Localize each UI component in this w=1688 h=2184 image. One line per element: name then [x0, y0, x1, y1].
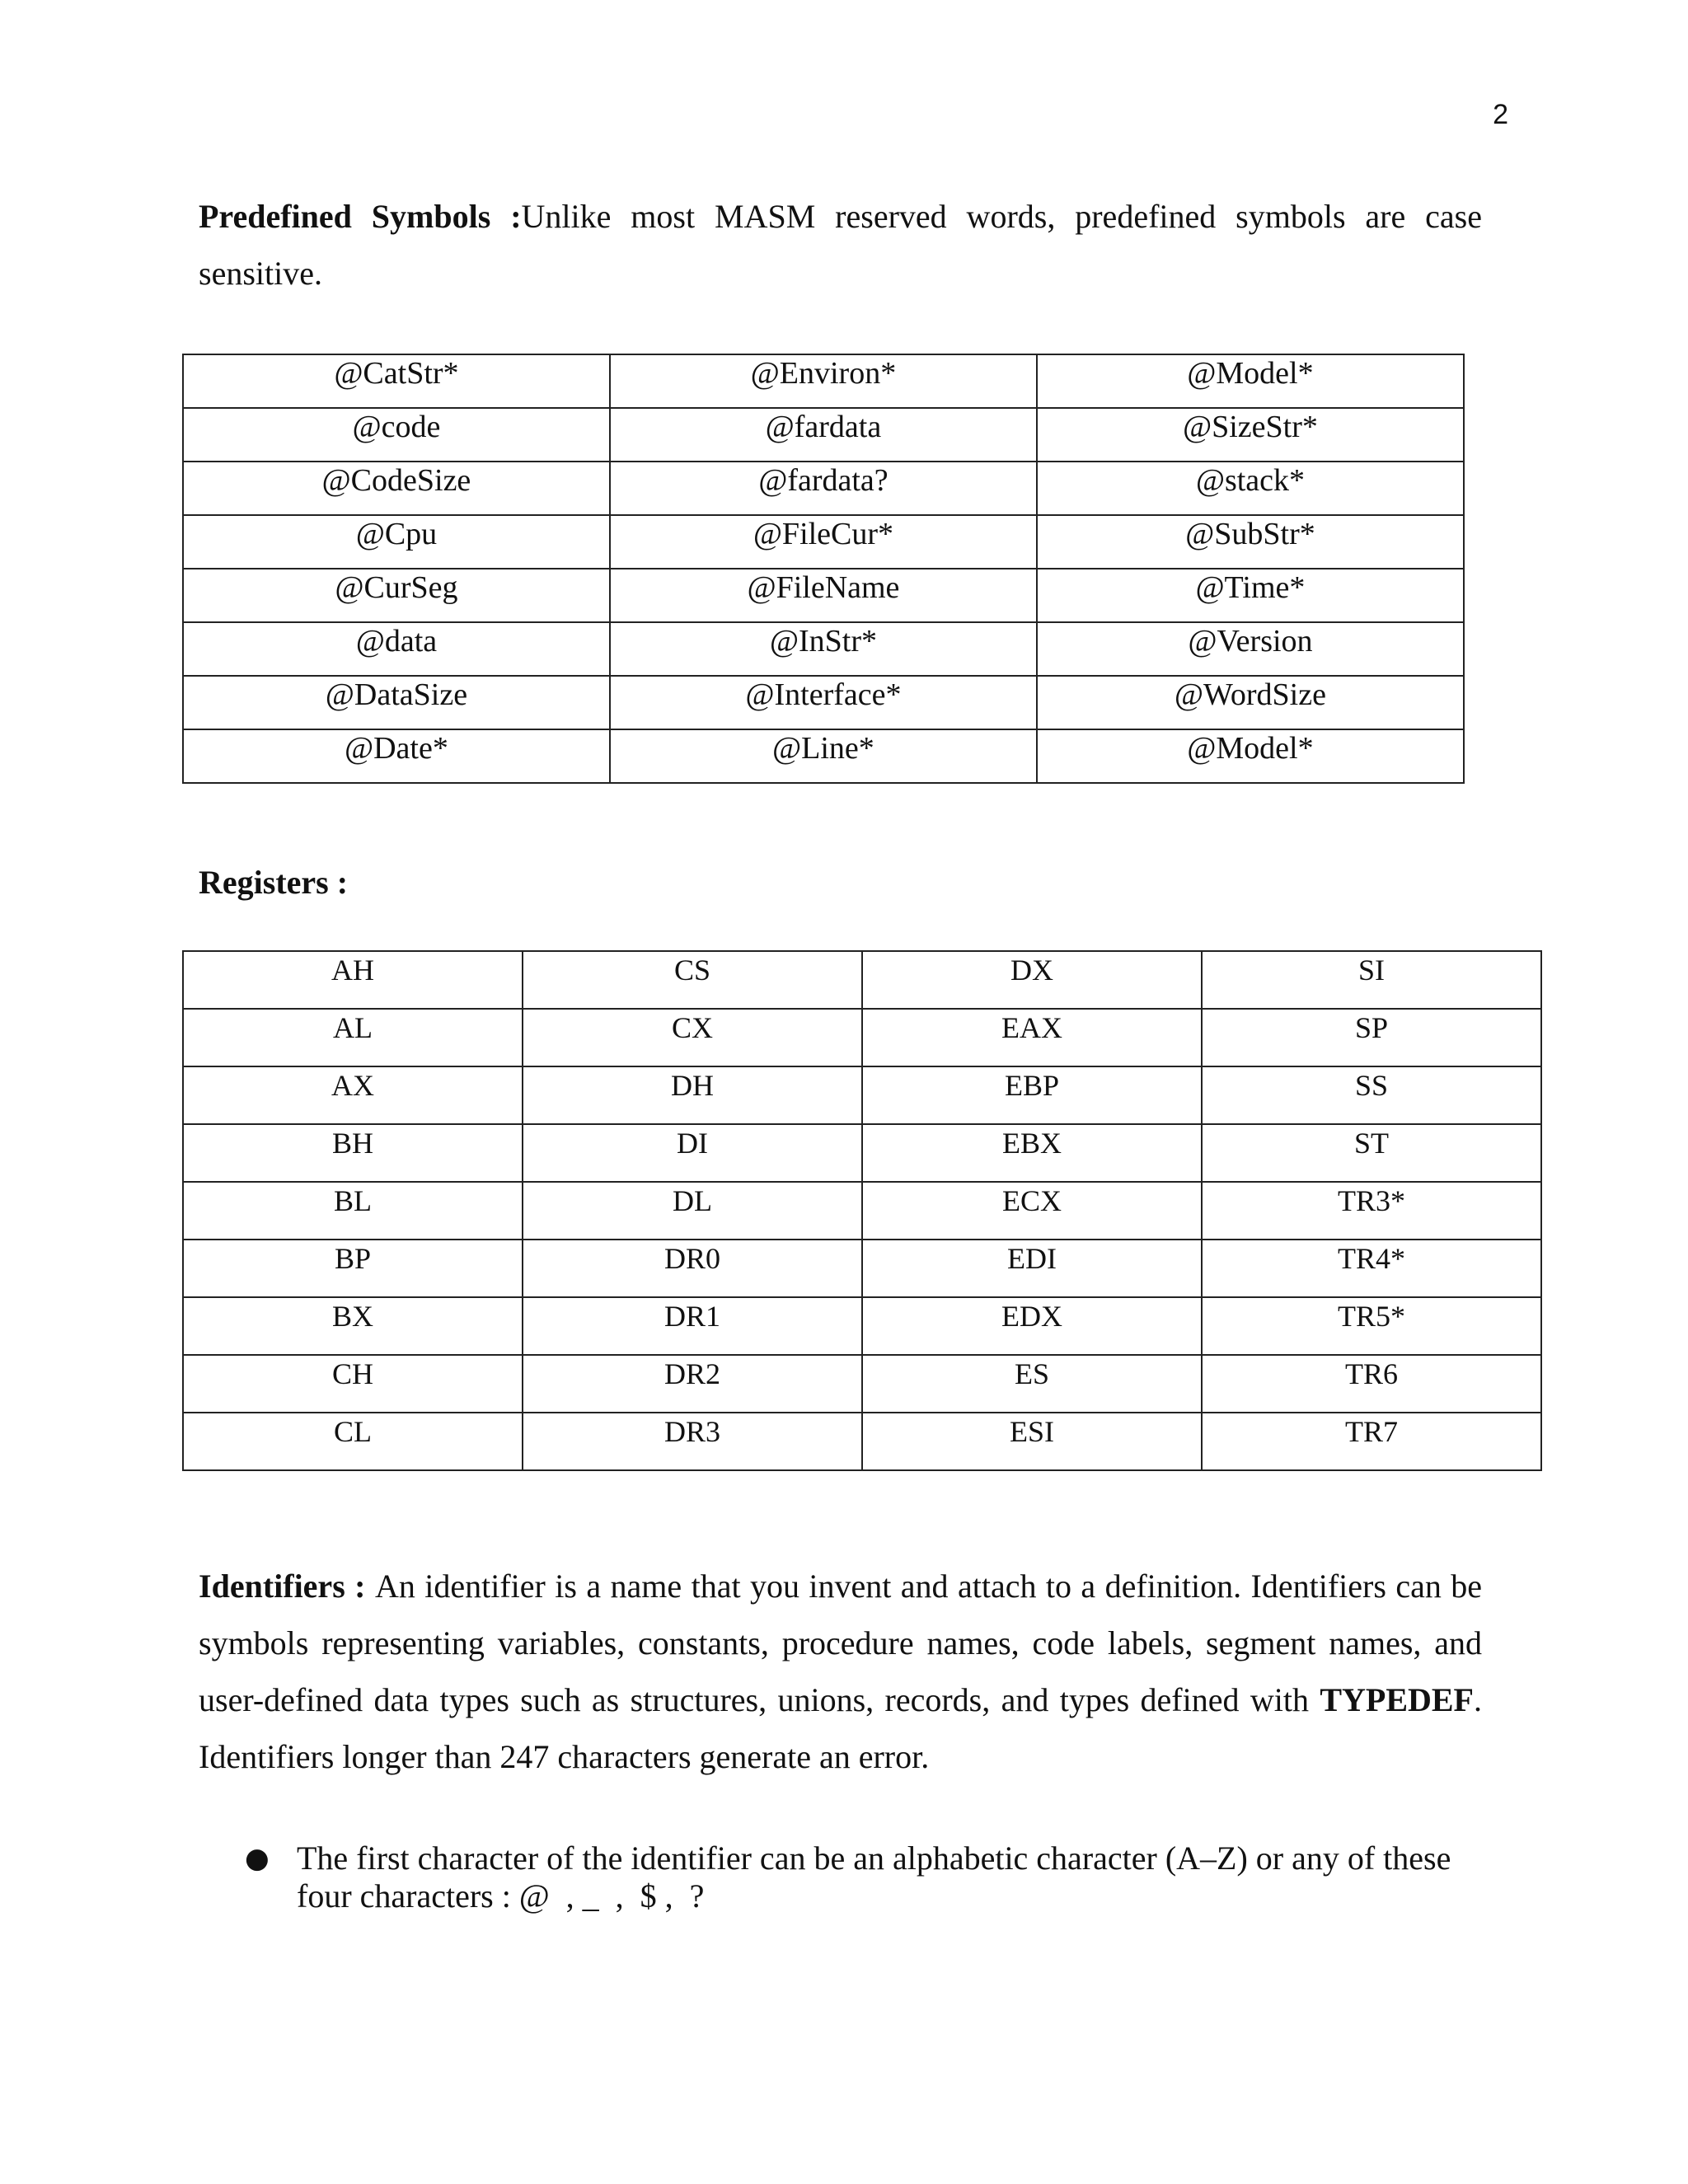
symbol-cell: @stack* — [1037, 462, 1464, 515]
table-row — [183, 515, 1464, 569]
register-cell: CH — [183, 1355, 523, 1413]
register-cell: DX — [862, 951, 1202, 1009]
symbol-cell: @Model* — [1037, 729, 1464, 783]
table-row — [183, 462, 1464, 515]
table-row — [183, 1124, 1541, 1182]
bullet-line-1: The first character of the identifier can be an alphabetic character (A–Z) or any of these — [297, 1840, 1451, 1877]
symbol-cell: @SubStr* — [1037, 515, 1464, 569]
register-cell: DR2 — [523, 1355, 862, 1413]
symbol-cell: @code — [183, 408, 610, 462]
register-cell: TR5* — [1202, 1297, 1541, 1355]
symbol-cell: @CodeSize — [183, 462, 610, 515]
identifier-rules-list — [199, 1840, 1482, 1915]
identifiers-paragraph — [199, 1558, 1482, 1785]
symbol-cell: @Time* — [1037, 569, 1464, 622]
table-row — [183, 622, 1464, 676]
symbol-cell: @Model* — [1037, 354, 1464, 408]
table-row — [183, 676, 1464, 729]
symbol-cell: @data — [183, 622, 610, 676]
register-cell: DH — [523, 1066, 862, 1124]
predefined-symbols-text: Unlike most MASM reserved words, predefined symbols are case sensitive. — [199, 198, 1482, 292]
register-cell: BL — [183, 1182, 523, 1240]
register-cell: EBX — [862, 1124, 1202, 1182]
register-cell: EDI — [862, 1240, 1202, 1297]
symbol-cell: @CurSeg — [183, 569, 610, 622]
table-row — [183, 951, 1541, 1009]
predefined-symbols-table — [182, 354, 1465, 784]
register-cell: AL — [183, 1009, 523, 1066]
register-cell: SI — [1202, 951, 1541, 1009]
symbol-cell: @Interface* — [610, 676, 1037, 729]
symbol-cell: @fardata? — [610, 462, 1037, 515]
symbol-cell: @Cpu — [183, 515, 610, 569]
register-cell: ESI — [862, 1413, 1202, 1470]
symbol-cell: @InStr* — [610, 622, 1037, 676]
register-cell: DL — [523, 1182, 862, 1240]
register-cell: ES — [862, 1355, 1202, 1413]
register-cell: SP — [1202, 1009, 1541, 1066]
register-cell: CL — [183, 1413, 523, 1470]
register-cell: BH — [183, 1124, 523, 1182]
table-row — [183, 1182, 1541, 1240]
table-row — [183, 1413, 1541, 1470]
symbol-cell: @Line* — [610, 729, 1037, 783]
register-cell: TR3* — [1202, 1182, 1541, 1240]
symbol-cell: @Environ* — [610, 354, 1037, 408]
identifiers-text-after: . Identifiers longer than 247 characters generate an error. — [199, 1681, 1482, 1775]
register-cell: TR7 — [1202, 1413, 1541, 1470]
table-row — [183, 354, 1464, 408]
symbol-cell: @fardata — [610, 408, 1037, 462]
identifiers-text-before: An identifier is a name that you invent and attach to a definition. Identifiers can be symbols representing variables, constants, procedure names, code labels, segment names, and user-defined data types such as structures, unions, records, and types defined with — [199, 1568, 1483, 1718]
table-row — [183, 1240, 1541, 1297]
register-cell: ECX — [862, 1182, 1202, 1240]
table-row — [183, 1297, 1541, 1355]
register-cell: ST — [1202, 1124, 1541, 1182]
predefined-symbols-paragraph — [199, 188, 1482, 302]
register-cell: BP — [183, 1240, 523, 1297]
register-cell: AX — [183, 1066, 523, 1124]
predefined-symbols-label: Predefined Symbols : — [199, 198, 522, 235]
table-row — [183, 729, 1464, 783]
table-row — [183, 408, 1464, 462]
register-cell: EBP — [862, 1066, 1202, 1124]
register-cell: DR3 — [523, 1413, 862, 1470]
register-cell: AH — [183, 951, 523, 1009]
table-row — [183, 1355, 1541, 1413]
register-cell: CS — [523, 951, 862, 1009]
register-cell: DI — [523, 1124, 862, 1182]
symbol-cell: @Date* — [183, 729, 610, 783]
table-row — [183, 569, 1464, 622]
symbol-cell: @CatStr* — [183, 354, 610, 408]
identifiers-colon: : — [345, 1568, 375, 1605]
page-number: 2 — [1493, 99, 1508, 130]
register-cell: EAX — [862, 1009, 1202, 1066]
table-row — [183, 1066, 1541, 1124]
registers-heading: Registers : — [199, 864, 349, 901]
register-cell: DR0 — [523, 1240, 862, 1297]
register-cell: SS — [1202, 1066, 1541, 1124]
symbol-cell: @WordSize — [1037, 676, 1464, 729]
symbol-cell: @FileCur* — [610, 515, 1037, 569]
register-cell: TR4* — [1202, 1240, 1541, 1297]
register-cell: DR1 — [523, 1297, 862, 1355]
list-item — [199, 1840, 1482, 1915]
register-cell: BX — [183, 1297, 523, 1355]
register-cell: EDX — [862, 1297, 1202, 1355]
table-row — [183, 1009, 1541, 1066]
bullet-icon: ● — [245, 1842, 270, 1875]
typedef-keyword: TYPEDEF — [1320, 1681, 1474, 1718]
register-cell: TR6 — [1202, 1355, 1541, 1413]
symbol-cell: @FileName — [610, 569, 1037, 622]
bullet-line-2: four characters : @ , _ , $ , ? — [297, 1877, 705, 1915]
identifiers-label: Identifiers — [199, 1568, 345, 1605]
registers-table — [182, 950, 1542, 1471]
symbol-cell: @DataSize — [183, 676, 610, 729]
symbol-cell: @SizeStr* — [1037, 408, 1464, 462]
register-cell: CX — [523, 1009, 862, 1066]
symbol-cell: @Version — [1037, 622, 1464, 676]
